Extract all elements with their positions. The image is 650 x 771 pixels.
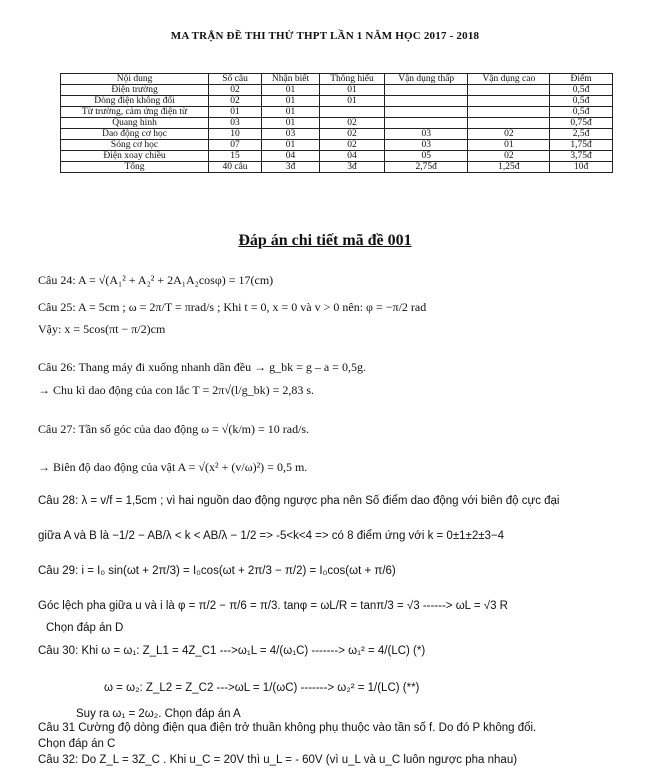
row-value-cell: 01 bbox=[261, 118, 319, 129]
answer-28: Câu 28: λ = v/f = 1,5cm ; vì hai nguồn dao động ngược pha nên Số điểm dao động với biên độ cực đại bbox=[38, 495, 560, 507]
row-value-cell: 2,75đ bbox=[384, 162, 468, 173]
row-topic-cell: Tổng bbox=[61, 162, 209, 173]
row-value-cell: 1,75đ bbox=[550, 140, 613, 151]
table-row bbox=[61, 85, 613, 96]
row-value-cell: 03 bbox=[209, 118, 262, 129]
row-value-cell bbox=[384, 107, 468, 118]
row-value-cell bbox=[468, 85, 550, 96]
answer-26: Câu 26: Thang máy đi xuống nhanh dần đều → g_bk = g – a = 0,5g. bbox=[38, 360, 366, 374]
row-value-cell: 03 bbox=[261, 129, 319, 140]
row-value-cell: 3đ bbox=[320, 162, 385, 173]
row-value-cell: 02 bbox=[209, 85, 262, 96]
row-value-cell: 01 bbox=[320, 96, 385, 107]
row-value-cell: 07 bbox=[209, 140, 262, 151]
row-value-cell: 15 bbox=[209, 151, 262, 162]
row-value-cell: 04 bbox=[261, 151, 319, 162]
row-value-cell: 10 bbox=[209, 129, 262, 140]
header-content: Nội dung bbox=[61, 74, 209, 85]
row-value-cell bbox=[468, 118, 550, 129]
row-value-cell: 02 bbox=[468, 151, 550, 162]
answer-30-choice: Suy ra ω₁ = 2ω₂. Chọn đáp án A bbox=[76, 708, 241, 720]
row-value-cell: 3đ bbox=[261, 162, 319, 173]
row-value-cell: 0,5đ bbox=[550, 96, 613, 107]
row-value-cell: 2,5đ bbox=[550, 129, 613, 140]
table-row bbox=[61, 140, 613, 151]
answer-29-phase: Góc lệch pha giữa u và i là φ = π/2 − π/6 = π/3. tanφ = ωL/R = tanπ/3 = √3 ------> ωL = √3 R bbox=[38, 600, 508, 612]
answer-32: Câu 32: Do Z_L = 3Z_C . Khi u_C = 20V thì u_L = - 60V (vì u_L và u_C luôn ngược pha nhau) bbox=[38, 754, 518, 766]
row-topic-cell: Sóng cơ học bbox=[61, 140, 209, 151]
answer-31: Câu 31 Cường độ dòng điện qua điện trở thuần không phụ thuộc vào tần số f. Do đó P không đổi. bbox=[38, 722, 537, 734]
row-value-cell bbox=[468, 96, 550, 107]
row-value-cell: 0,75đ bbox=[550, 118, 613, 129]
table-header-row bbox=[61, 74, 613, 85]
answers-title: Đáp án chi tiết mã đề 001 bbox=[238, 232, 412, 249]
header-score: Điểm bbox=[550, 74, 613, 85]
answer-28-points: giữa A và B là −1/2 − AB/λ < k < AB/λ − 1/2 => -5<k<4 => có 8 điểm ứng với k = 0±1±2±3−4 bbox=[38, 530, 505, 542]
answer-31-choice: Chọn đáp án C bbox=[38, 738, 116, 750]
row-value-cell: 01 bbox=[261, 85, 319, 96]
exam-matrix-table bbox=[60, 73, 613, 173]
table-row bbox=[61, 118, 613, 129]
answer-30: Câu 30: Khi ω = ω₁: Z_L1 = 4Z_C1 --->ω₁L = 4/(ω₁C) -------> ω₁² = 4/(LC) (*) bbox=[38, 645, 426, 657]
row-value-cell: 02 bbox=[320, 140, 385, 151]
table-row bbox=[61, 96, 613, 107]
row-value-cell: 03 bbox=[384, 140, 468, 151]
row-value-cell: 04 bbox=[320, 151, 385, 162]
row-value-cell: 02 bbox=[209, 96, 262, 107]
row-value-cell bbox=[320, 107, 385, 118]
row-value-cell: 01 bbox=[209, 107, 262, 118]
answer-26-period: → Chu kì dao động của con lắc T = 2π√(l/g_bk) = 2,83 s. bbox=[38, 383, 315, 397]
row-value-cell: 03 bbox=[384, 129, 468, 140]
row-value-cell: 01 bbox=[320, 85, 385, 96]
answer-24: Câu 24: A = √(A₁² + A₂² + 2A₁A₂cosφ) = 17(cm) bbox=[38, 273, 274, 287]
answer-25: Câu 25: A = 5cm ; ω = 2π/T = πrad/s ; Khi t = 0, x = 0 và v > 0 nên: φ = −π/2 rad bbox=[38, 300, 427, 314]
row-value-cell: 40 câu bbox=[209, 162, 262, 173]
page-title: MA TRẬN ĐỀ THI THỬ THPT LẦN 1 NĂM HỌC 2017 - 2018 bbox=[170, 30, 480, 42]
answer-29-choice: Chọn đáp án D bbox=[46, 622, 124, 634]
row-value-cell: 01 bbox=[261, 107, 319, 118]
answer-29: Câu 29: i = I₀ sin(ωt + 2π/3) = I₀cos(ωt + 2π/3 − π/2) = I₀cos(ωt + π/6) bbox=[38, 565, 396, 577]
row-value-cell: 0,5đ bbox=[550, 107, 613, 118]
row-value-cell: 02 bbox=[320, 118, 385, 129]
header-high-application: Vận dụng cao bbox=[468, 74, 550, 85]
row-topic-cell: Dao động cơ học bbox=[61, 129, 209, 140]
answer-30-case2: ω = ω₂: Z_L2 = Z_C2 --->ωL = 1/(ωC) -------> ω₂² = 1/(LC) (**) bbox=[104, 682, 420, 694]
row-topic-cell: Quang hình bbox=[61, 118, 209, 129]
row-value-cell: 01 bbox=[468, 140, 550, 151]
row-value-cell: 01 bbox=[261, 140, 319, 151]
row-value-cell bbox=[468, 107, 550, 118]
row-value-cell: 10đ bbox=[550, 162, 613, 173]
table-row bbox=[61, 107, 613, 118]
header-understanding: Thông hiểu bbox=[320, 74, 385, 85]
header-count: Số câu bbox=[209, 74, 262, 85]
row-value-cell: 3,75đ bbox=[550, 151, 613, 162]
row-value-cell: 1,25đ bbox=[468, 162, 550, 173]
row-value-cell: 02 bbox=[468, 129, 550, 140]
row-value-cell: 01 bbox=[261, 96, 319, 107]
answer-27-amplitude: → Biên độ dao động của vật A = √(x² + (v/ω)²) = 0,5 m. bbox=[38, 460, 308, 474]
row-topic-cell: Điện xoay chiều bbox=[61, 151, 209, 162]
row-value-cell: 05 bbox=[384, 151, 468, 162]
row-topic-cell: Từ trường, cảm ứng điện từ bbox=[61, 107, 209, 118]
header-low-application: Vận dụng thấp bbox=[384, 74, 468, 85]
row-value-cell bbox=[384, 96, 468, 107]
table-row bbox=[61, 162, 613, 173]
table-row bbox=[61, 151, 613, 162]
header-recognition: Nhận biết bbox=[261, 74, 319, 85]
row-value-cell: 0,5đ bbox=[550, 85, 613, 96]
answer-25-result: Vậy: x = 5cos(πt − π/2)cm bbox=[38, 322, 166, 336]
row-value-cell: 02 bbox=[320, 129, 385, 140]
row-topic-cell: Dòng điện không đổi bbox=[61, 96, 209, 107]
row-topic-cell: Điện trường bbox=[61, 85, 209, 96]
answer-27: Câu 27: Tần số góc của dao động ω = √(k/m) = 10 rad/s. bbox=[38, 422, 310, 436]
row-value-cell bbox=[384, 85, 468, 96]
row-value-cell bbox=[384, 118, 468, 129]
table-row bbox=[61, 129, 613, 140]
